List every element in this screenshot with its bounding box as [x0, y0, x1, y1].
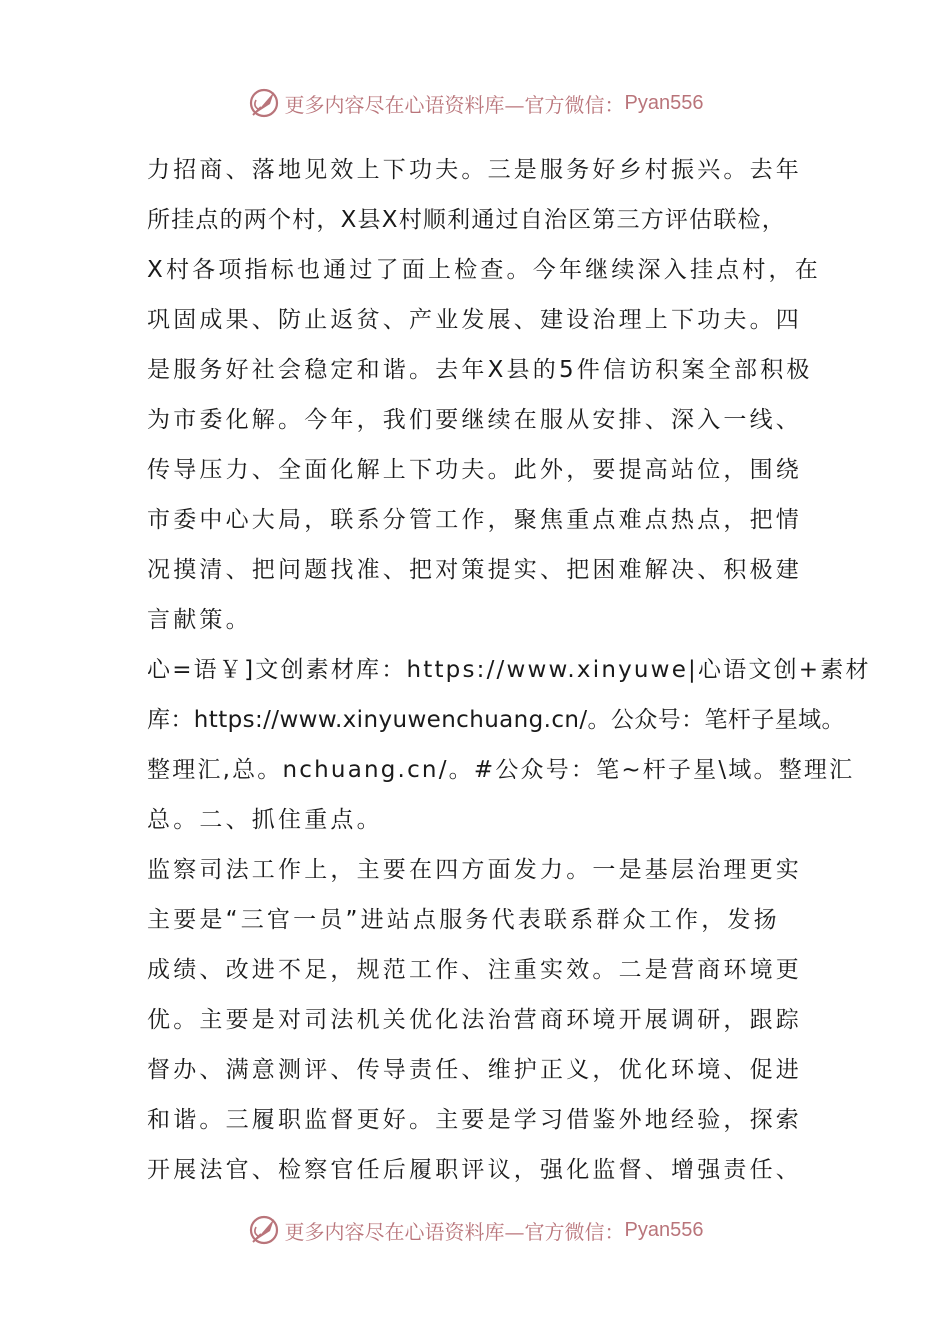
text-line: 成绩、改进不足，规范工作、注重实效。二是营商环境更 [147, 957, 802, 983]
text-line: 巩固成果、防止返贫、产业发展、建设治理上下功夫。四 [147, 307, 802, 333]
text-line: 整理汇,总。nchuang.cn/。#公众号：笔~杆子星\域。整理汇 [147, 757, 855, 783]
footer-banner [0, 1210, 950, 1250]
text-line: 力招商、落地见效上下功夫。三是服务好乡村振兴。去年 [147, 157, 802, 183]
text-line: 库：https://www.xinyuwenchuang.cn/。公众号：笔杆子星域。 [147, 707, 845, 733]
footer-banner-id: Pyan556 [624, 1218, 704, 1241]
text-line: 况摸清、把问题找准、把对策提实、把困难解决、积极建 [147, 557, 802, 583]
footer-banner-text: 更多内容尽在心语资料库—官方微信： [284, 1219, 625, 1244]
text-line: 优。主要是对司法机关优化法治营商环境开展调研，跟踪 [147, 1007, 802, 1033]
text-line: 为市委化解。今年，我们要继续在服从安排、深入一线、 [147, 407, 802, 433]
text-line: 所挂点的两个村，X县X村顺利通过自治区第三方评估联检， [147, 207, 786, 233]
text-line: 是服务好社会稳定和谐。去年X县的5件信访积案全部积极 [147, 357, 813, 383]
text-line: 监察司法工作上，主要在四方面发力。一是基层治理更实 [147, 857, 802, 883]
text-line: 督办、满意测评、传导责任、维护正义，优化环境、促进 [147, 1057, 802, 1083]
quill-logo-icon [247, 1213, 281, 1247]
text-line: X村各项指标也通过了面上检查。今年继续深入挂点村，在 [147, 257, 821, 283]
text-line: 主要是“三官一员”进站点服务代表联系群众工作，发扬 [147, 907, 780, 933]
header-banner [0, 83, 950, 123]
text-line: 市委中心大局，联系分管工作，聚焦重点难点热点，把情 [147, 507, 802, 533]
quill-logo-icon [247, 86, 281, 120]
body-text [147, 145, 871, 1195]
text-line: 开展法官、检察官任后履职评议，强化监督、增强责任、 [147, 1157, 802, 1183]
text-line: 和谐。三履职监督更好。主要是学习借鉴外地经验，探索 [147, 1107, 802, 1133]
text-line: 传导压力、全面化解上下功夫。此外，要提高站位，围绕 [147, 457, 802, 483]
header-banner-id: Pyan556 [624, 91, 704, 114]
text-line: 言献策。 [147, 607, 252, 633]
text-line: 心=语￥]文创素材库：https://www.xinyuwe|心语文创+素材 [147, 657, 871, 683]
text-line: 总。二、抓住重点。 [147, 807, 383, 833]
header-banner-text: 更多内容尽在心语资料库—官方微信： [284, 92, 625, 117]
